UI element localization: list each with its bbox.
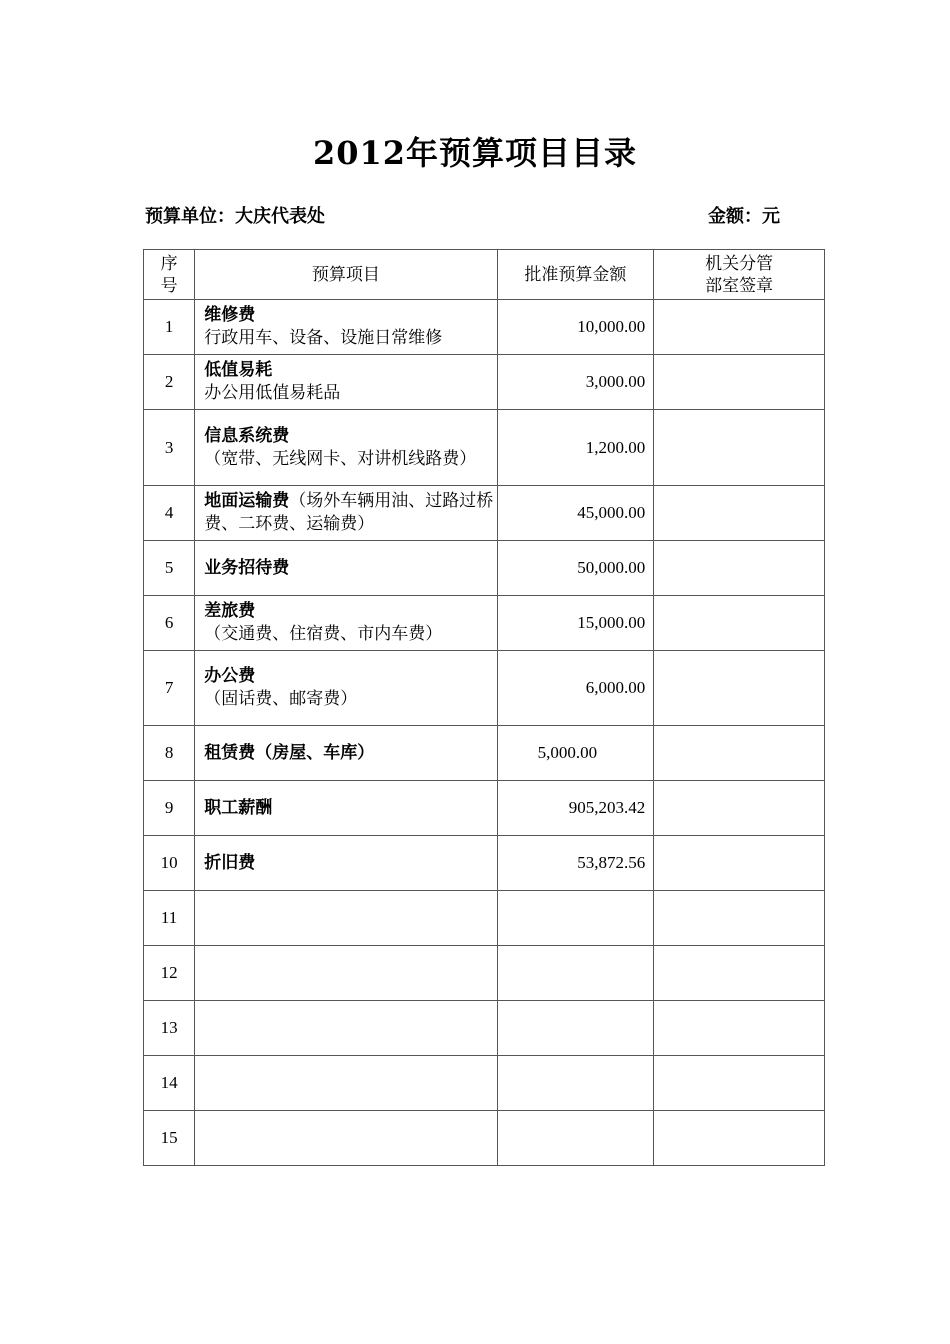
- approved-amount: [497, 1111, 654, 1166]
- header-no: [144, 250, 195, 300]
- budget-item-name: 租赁费（房屋、车库）: [204, 742, 375, 763]
- row-number: 10: [144, 836, 195, 891]
- row-number: 9: [144, 781, 195, 836]
- budget-item-name: 业务招待费: [204, 557, 290, 578]
- row-number: 12: [144, 946, 195, 1001]
- table-row: [144, 486, 825, 541]
- budget-item-name: 折旧费: [204, 852, 256, 873]
- budget-item-cell: [195, 300, 497, 355]
- budget-item-cell: [195, 486, 497, 541]
- budget-item-name: 差旅费: [204, 601, 256, 621]
- budget-item-description: 办公用低值易耗品: [204, 383, 341, 403]
- budget-item-cell: [195, 541, 497, 596]
- budget-item-name: 办公费: [204, 666, 256, 686]
- table-row: [144, 891, 825, 946]
- header-no-line1: 序: [160, 253, 178, 274]
- department-seal-cell: [654, 486, 825, 541]
- approved-amount: [497, 946, 654, 1001]
- department-seal-cell: [654, 541, 825, 596]
- header-amount: 批准预算金额: [497, 250, 654, 300]
- department-seal-cell: [654, 891, 825, 946]
- header-item: 预算项目: [195, 250, 497, 300]
- row-number: 6: [144, 596, 195, 651]
- department-seal-cell: [654, 836, 825, 891]
- row-number: 8: [144, 726, 195, 781]
- table-row: [144, 726, 825, 781]
- department-seal-cell: [654, 1001, 825, 1056]
- approved-amount: 45,000.00: [497, 486, 654, 541]
- budget-item-cell: [195, 781, 497, 836]
- row-number: 7: [144, 651, 195, 726]
- department-seal-cell: [654, 651, 825, 726]
- budget-table: [143, 249, 825, 1166]
- table-row: [144, 355, 825, 410]
- budget-item-description: （宽带、无线网卡、对讲机线路费）: [204, 448, 477, 469]
- budget-item-name: 低值易耗: [204, 360, 273, 380]
- row-number: 1: [144, 300, 195, 355]
- approved-amount: 50,000.00: [497, 541, 654, 596]
- budget-item-name: 地面运输费: [204, 491, 290, 511]
- header-no-line2: 号: [160, 275, 178, 296]
- approved-amount: [497, 891, 654, 946]
- approved-amount: 3,000.00: [497, 355, 654, 410]
- budget-item-cell: [195, 355, 497, 410]
- row-number: 15: [144, 1111, 195, 1166]
- currency-label: 金额：元: [708, 206, 780, 227]
- table-row: [144, 1056, 825, 1111]
- approved-amount: 15,000.00: [497, 596, 654, 651]
- budget-item-name: 维修费: [204, 305, 256, 325]
- row-number: 14: [144, 1056, 195, 1111]
- department-seal-cell: [654, 781, 825, 836]
- approved-amount: 53,872.56: [497, 836, 654, 891]
- budget-item-cell: [195, 410, 497, 486]
- row-number: 3: [144, 410, 195, 486]
- header-sign-line2: 部室签章: [705, 275, 774, 296]
- table-row: [144, 1111, 825, 1166]
- table-row: [144, 1001, 825, 1056]
- table-body: [144, 300, 825, 1166]
- header-sign-line1: 机关分管: [705, 253, 774, 274]
- budget-item-cell: [195, 891, 497, 946]
- budget-item-cell: [195, 596, 497, 651]
- department-seal-cell: [654, 596, 825, 651]
- table-row: [144, 651, 825, 726]
- page-title: 2012年预算项目目录: [312, 134, 638, 172]
- department-seal-cell: [654, 410, 825, 486]
- budget-item-cell: [195, 1056, 497, 1111]
- row-number: 2: [144, 355, 195, 410]
- approved-amount: 10,000.00: [497, 300, 654, 355]
- row-number: 13: [144, 1001, 195, 1056]
- table-row: [144, 836, 825, 891]
- budget-item-cell: [195, 651, 497, 726]
- approved-amount: 905,203.42: [497, 781, 654, 836]
- approved-amount: 1,200.00: [497, 410, 654, 486]
- row-number: 4: [144, 486, 195, 541]
- row-number: 11: [144, 891, 195, 946]
- department-seal-cell: [654, 946, 825, 1001]
- budget-item-cell: [195, 1001, 497, 1056]
- budget-item-cell: [195, 1111, 497, 1166]
- table-row: [144, 946, 825, 1001]
- budget-item-cell: [195, 946, 497, 1001]
- budget-item-name: 职工薪酬: [204, 797, 273, 818]
- budget-unit-label: 预算单位：大庆代表处: [145, 206, 325, 227]
- approved-amount: 5,000.00: [497, 726, 654, 781]
- approved-amount: 6,000.00: [497, 651, 654, 726]
- approved-amount: [497, 1056, 654, 1111]
- table-header-row: [144, 250, 825, 300]
- budget-item-description: 行政用车、设备、设施日常维修: [204, 328, 443, 348]
- budget-item-description: （交通费、住宿费、市内车费）: [204, 624, 443, 644]
- budget-item-description: （固话费、邮寄费）: [204, 689, 358, 709]
- header-sign: [654, 250, 825, 300]
- budget-item-cell: [195, 836, 497, 891]
- table-row: [144, 781, 825, 836]
- table-row: [144, 300, 825, 355]
- table-row: [144, 596, 825, 651]
- budget-item-name: 信息系统费: [204, 425, 290, 446]
- approved-amount: [497, 1001, 654, 1056]
- row-number: 5: [144, 541, 195, 596]
- department-seal-cell: [654, 1056, 825, 1111]
- budget-item-cell: [195, 726, 497, 781]
- department-seal-cell: [654, 726, 825, 781]
- table-row: [144, 410, 825, 486]
- table-row: [144, 541, 825, 596]
- budget-item-description: （场外车辆用油、过路过桥费、二环费、运输费）: [204, 491, 494, 534]
- department-seal-cell: [654, 1111, 825, 1166]
- department-seal-cell: [654, 300, 825, 355]
- department-seal-cell: [654, 355, 825, 410]
